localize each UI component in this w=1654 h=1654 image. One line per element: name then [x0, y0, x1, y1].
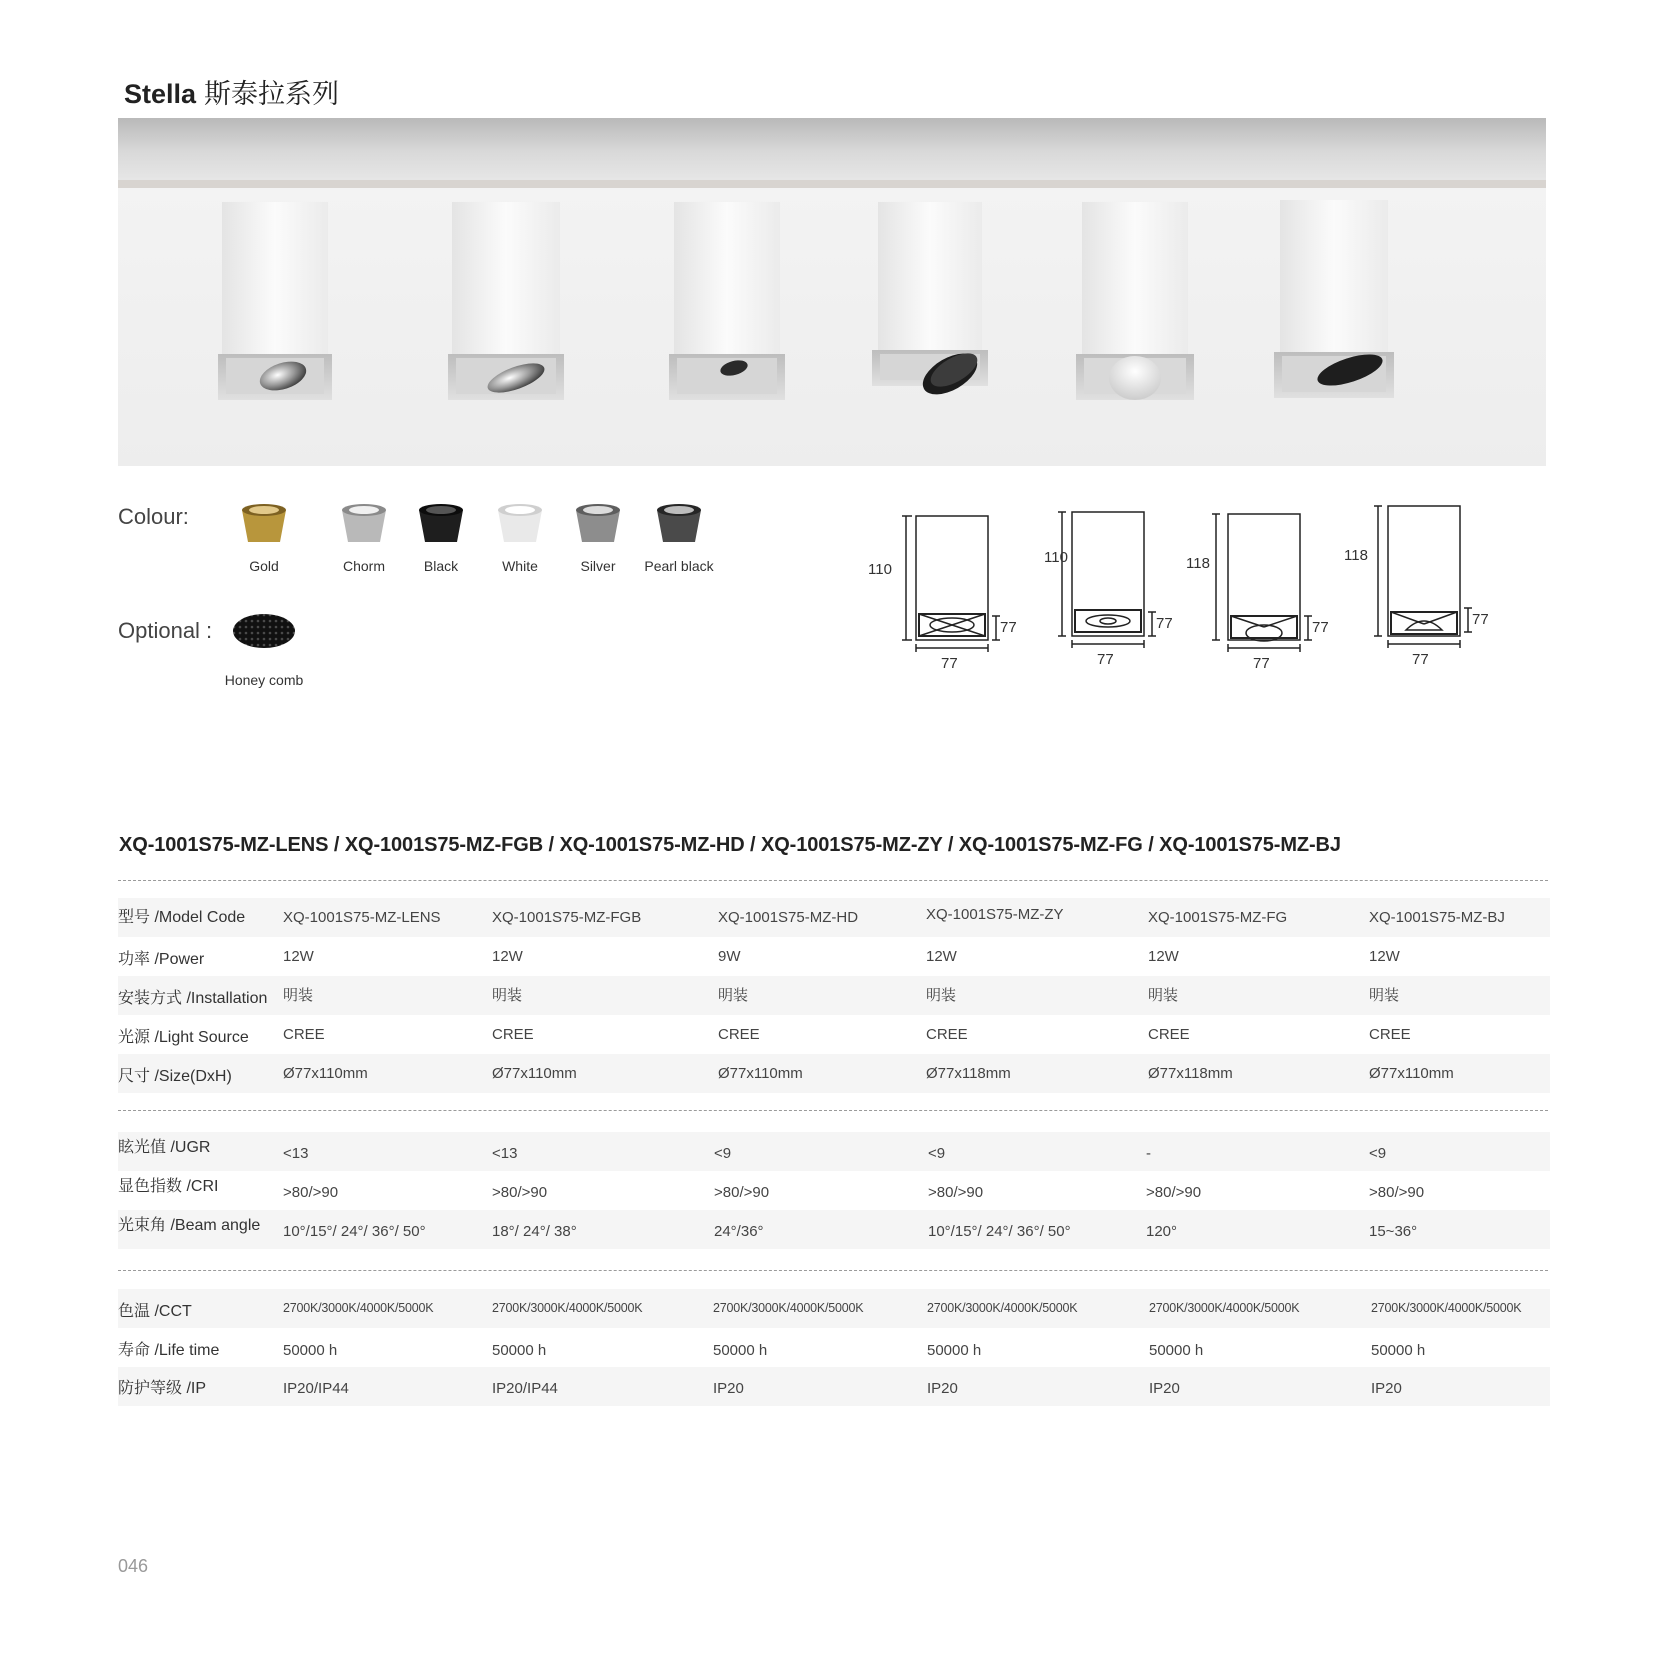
dim-3-width: 77 [1253, 655, 1270, 670]
spec-value: CREE [492, 1026, 534, 1043]
dim-2-height: 110 [1044, 549, 1068, 566]
spec-value: CREE [926, 1026, 968, 1043]
spec-value: 24°/36° [714, 1223, 764, 1240]
dimension-drawing-4 [1374, 506, 1472, 648]
spec-row-light-source [118, 1015, 1550, 1054]
spec-value: >80/>90 [714, 1184, 770, 1201]
spec-value: 2700K/3000K/4000K/5000K [1371, 1301, 1522, 1315]
swatch-name: Pearl black [644, 558, 714, 574]
swatch-name: Chorm [342, 558, 385, 574]
spec-value: 明装 [1369, 987, 1400, 1004]
divider [118, 1110, 1548, 1111]
spec-value: XQ-1001S75-MZ-FG [1148, 909, 1288, 926]
spec-value: <9 [714, 1145, 732, 1162]
dim-4-width: 77 [1412, 651, 1429, 668]
spec-row-model-code [118, 898, 1550, 937]
spec-value: 12W [283, 948, 314, 965]
dim-1-depth: 77 [1000, 619, 1017, 636]
spec-value: 18°/ 24°/ 38° [492, 1223, 577, 1240]
fixture-5 [1076, 202, 1194, 400]
spec-value: >80/>90 [283, 1184, 339, 1201]
spec-value: >80/>90 [1369, 1184, 1425, 1201]
spec-value: IP20 [927, 1380, 958, 1397]
spec-value: CREE [1369, 1026, 1411, 1043]
spec-value: CREE [718, 1026, 760, 1043]
product-photo [118, 118, 1546, 466]
honeycomb-icon [231, 612, 297, 650]
spec-value: 50000 h [492, 1342, 547, 1359]
spec-value: Ø77x118mm [926, 1065, 1011, 1082]
spec-value: >80/>90 [1146, 1184, 1202, 1201]
spec-row-beam-angle [118, 1210, 1550, 1249]
divider [118, 880, 1548, 881]
spec-row-cct [118, 1289, 1550, 1328]
dim-2-width: 77 [1097, 651, 1114, 668]
colour-label: Colour: [118, 504, 189, 529]
spec-value: 12W [926, 948, 957, 965]
spec-value: 50000 h [1371, 1342, 1426, 1359]
model-codes-heading: XQ-1001S75-MZ-LENS / XQ-1001S75-MZ-FGB / XQ-1001S75-MZ-HD / XQ-1001S75-MZ-ZY / XQ-1001S75-MZ-FG / XQ-1001S75-MZ-BJ [119, 834, 1341, 856]
dimension-drawing-1 [902, 516, 1000, 652]
spec-value: <9 [928, 1145, 946, 1162]
dim-1-height: 110 [868, 561, 892, 578]
spec-value: 12W [1148, 948, 1179, 965]
spec-value: 120° [1146, 1223, 1178, 1240]
swatch-name: Silver [580, 558, 616, 574]
spec-value: <13 [492, 1145, 518, 1162]
spec-value: <9 [1369, 1145, 1387, 1162]
optional-label: Optional : [118, 618, 213, 643]
dimension-drawings [850, 490, 1550, 670]
spec-value: 明装 [718, 987, 749, 1004]
fixture-3 [669, 202, 785, 400]
spec-label: 眩光值 /UGR [118, 1139, 211, 1156]
optional-honeycomb[interactable] [194, 612, 334, 688]
page-title [124, 72, 339, 111]
spec-value: CREE [1148, 1026, 1190, 1043]
dim-2-depth: 77 [1156, 615, 1173, 632]
spec-row-ugr [118, 1132, 1550, 1171]
spec-value: - [1146, 1145, 1151, 1162]
spec-value: 明装 [926, 987, 957, 1004]
spec-label: 光束角 /Beam angle [118, 1217, 261, 1234]
dim-1-width: 77 [941, 655, 958, 670]
spec-value: >80/>90 [492, 1184, 548, 1201]
dim-4-depth: 77 [1472, 611, 1489, 628]
spec-value: 2700K/3000K/4000K/5000K [713, 1301, 864, 1315]
spec-value: 12W [492, 948, 523, 965]
spec-value: 10°/15°/ 24°/ 36°/ 50° [283, 1223, 426, 1240]
spec-value: 15~36° [1369, 1223, 1418, 1240]
spec-label: 尺寸 /Size(DxH) [118, 1068, 232, 1085]
spec-value: 明装 [1148, 987, 1179, 1004]
fixture-6 [1274, 200, 1394, 398]
spec-value: IP20 [1371, 1380, 1402, 1397]
spec-value: Ø77x110mm [1369, 1065, 1454, 1082]
spec-label: 型号 /Model Code [118, 909, 246, 926]
dim-4-height: 118 [1344, 547, 1368, 564]
series-name-en: Stella [124, 79, 197, 109]
swatch-name: Black [423, 558, 459, 574]
spec-value: IP20/IP44 [492, 1380, 558, 1397]
spec-row-life-time [118, 1328, 1550, 1367]
spec-value: 10°/15°/ 24°/ 36°/ 50° [928, 1223, 1071, 1240]
spec-label: 显色指数 /CRI [118, 1178, 219, 1195]
swatch-name: Gold [249, 558, 279, 574]
spec-value: XQ-1001S75-MZ-LENS [283, 909, 441, 926]
spec-value: Ø77x110mm [718, 1065, 803, 1082]
spec-value: IP20/IP44 [283, 1380, 349, 1397]
spec-value: 明装 [283, 987, 314, 1004]
spec-value: 2700K/3000K/4000K/5000K [492, 1301, 643, 1315]
reflector-pearl-black-icon [653, 502, 705, 546]
optional-name: Honey comb [224, 672, 304, 688]
spec-value: XQ-1001S75-MZ-FGB [492, 909, 642, 926]
dim-3-height: 118 [1186, 555, 1210, 572]
spec-label: 色温 /CCT [118, 1303, 192, 1320]
reflector-gold-icon [238, 502, 290, 546]
spec-label: 防护等级 /IP [118, 1380, 207, 1397]
spec-value: 12W [1369, 948, 1400, 965]
spec-value: <13 [283, 1145, 309, 1162]
spec-label: 寿命 /Life time [118, 1342, 220, 1359]
spec-value: XQ-1001S75-MZ-HD [718, 909, 859, 926]
fixture-4 [872, 202, 988, 403]
spec-value: 2700K/3000K/4000K/5000K [283, 1301, 434, 1315]
spec-label: 安装方式 /Installation [118, 990, 268, 1007]
spec-row-size [118, 1054, 1550, 1093]
spec-value: 2700K/3000K/4000K/5000K [1149, 1301, 1300, 1315]
spec-label: 功率 /Power [118, 951, 205, 968]
swatch-name: White [502, 558, 538, 574]
spec-value: 9W [718, 948, 741, 965]
spec-row-ip [118, 1367, 1550, 1406]
spec-value: Ø77x110mm [283, 1065, 368, 1082]
spec-value: XQ-1001S75-MZ-ZY [926, 906, 1064, 923]
swatch-pearl-black[interactable] [609, 502, 749, 574]
spec-row-cri [118, 1171, 1550, 1210]
downlight-fixtures-illustration [118, 118, 1546, 466]
spec-value: 明装 [492, 987, 523, 1004]
spec-label: 光源 /Light Source [118, 1029, 249, 1046]
spec-value: Ø77x118mm [1148, 1065, 1233, 1082]
spec-value: 50000 h [927, 1342, 982, 1359]
spec-row-installation [118, 976, 1550, 1015]
fixture-1 [218, 202, 332, 400]
series-name-zh: 斯泰拉系列 [204, 79, 340, 109]
spec-value: XQ-1001S75-MZ-BJ [1369, 909, 1505, 926]
spec-value: 50000 h [713, 1342, 768, 1359]
spec-value: 2700K/3000K/4000K/5000K [927, 1301, 1078, 1315]
spec-value: IP20 [1149, 1380, 1180, 1397]
spec-value: 50000 h [1149, 1342, 1204, 1359]
spec-value: CREE [283, 1026, 325, 1043]
fixture-2 [448, 202, 564, 400]
spec-value: IP20 [713, 1380, 744, 1397]
page-number: 046 [118, 1556, 149, 1576]
spec-value: >80/>90 [928, 1184, 984, 1201]
dim-3-depth: 77 [1312, 619, 1329, 636]
dimension-drawing-3 [1212, 514, 1312, 652]
spec-row-power [118, 937, 1550, 976]
divider [118, 1270, 1548, 1271]
spec-value: 50000 h [283, 1342, 338, 1359]
dimension-drawing-2 [1058, 512, 1156, 648]
spec-value: Ø77x110mm [492, 1065, 577, 1082]
